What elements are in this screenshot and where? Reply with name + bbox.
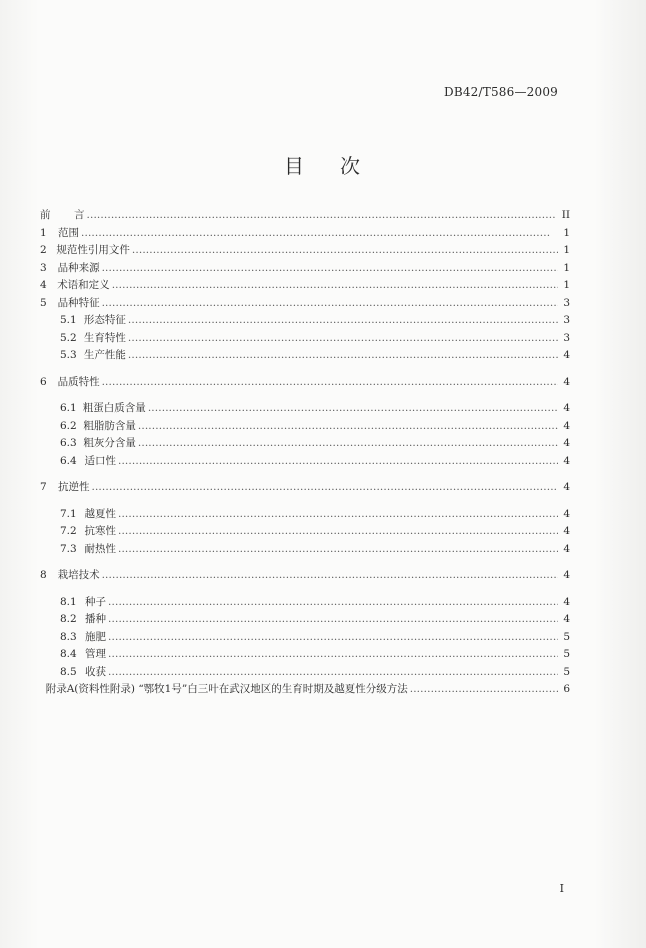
dot-leader (87, 207, 559, 225)
dot-leader (410, 681, 558, 699)
toc-entry-page: 1 (563, 261, 570, 274)
toc-entry-page: 4 (563, 525, 570, 537)
toc-entry-number: 8 (40, 569, 47, 581)
toc-entry-page: 4 (563, 507, 570, 520)
toc-entry-number: 5.1 (60, 314, 77, 326)
toc-entry-page: 1 (563, 279, 570, 291)
toc-entry-label: 栽培技术 (57, 569, 100, 581)
toc-entry-number: 4 (40, 279, 47, 291)
toc-entry-number: 7.2 (60, 525, 77, 537)
toc-title (0, 150, 646, 179)
toc-entry-page: 4 (563, 437, 570, 449)
toc-entry-page: 4 (563, 349, 570, 361)
toc-entry-label: 言 (74, 209, 85, 221)
toc-entry-number: 7.3 (60, 542, 77, 555)
toc-entry-label: 生产性能 (83, 349, 126, 361)
toc-entry[interactable] (40, 541, 570, 559)
toc-entry[interactable] (40, 260, 570, 278)
toc-entry-page: 4 (563, 481, 570, 493)
toc-entry-number: 8.3 (60, 630, 77, 643)
dot-leader (102, 567, 558, 585)
toc-entry-label: 管理 (85, 648, 107, 660)
toc-entry-page: 6 (563, 683, 570, 695)
toc-entry[interactable] (40, 400, 570, 418)
toc-entry[interactable] (40, 277, 570, 295)
toc-entry-number: 2 (40, 244, 47, 256)
toc-entry-number: 5.2 (60, 331, 77, 344)
dot-leader (108, 664, 558, 682)
toc-entry-label: 品种来源 (57, 261, 100, 274)
toc-entry-page: 5 (563, 648, 570, 660)
toc-entry[interactable] (40, 629, 570, 647)
toc-entry[interactable] (40, 646, 570, 664)
toc-entry-page: 5 (563, 630, 570, 643)
toc-entry-label: 播种 (85, 613, 107, 625)
toc-entry[interactable] (40, 207, 570, 225)
toc-entry[interactable] (40, 567, 570, 585)
toc-entry[interactable] (40, 347, 570, 365)
dot-leader (91, 479, 558, 497)
toc-entry[interactable] (40, 435, 570, 453)
dot-leader (102, 374, 558, 392)
toc-entry-label: 粗灰分含量 (83, 437, 136, 449)
toc-entry[interactable] (40, 242, 570, 260)
toc-entry-page: 3 (563, 331, 570, 344)
toc-entry-number: 5.3 (60, 349, 77, 361)
toc-entry[interactable] (40, 664, 570, 682)
toc-entry[interactable] (40, 479, 570, 497)
toc-entry-label: 收获 (85, 665, 107, 678)
toc-entry-number: 8.1 (60, 595, 77, 608)
toc-entry-label: 规范性引用文件 (56, 244, 130, 256)
toc-entry[interactable] (40, 681, 570, 699)
toc-entry[interactable] (40, 611, 570, 629)
toc-entry-label: 种子 (85, 595, 107, 608)
toc-entry-number: 1 (40, 226, 47, 239)
toc-entry-page: 4 (563, 375, 570, 388)
toc-entry[interactable] (40, 453, 570, 471)
dot-leader (128, 312, 558, 330)
toc-entry-number: 8.5 (60, 665, 77, 678)
dot-leader (148, 400, 558, 418)
toc-entry[interactable] (40, 374, 570, 392)
toc-entry-label: 耐热性 (84, 542, 116, 555)
toc-entry-label: 施肥 (85, 630, 107, 643)
toc-entry[interactable] (40, 312, 570, 330)
toc-entry-number: 3 (40, 261, 47, 274)
page-number: I (559, 882, 564, 895)
dot-leader (108, 629, 558, 647)
toc-entry-label: 术语和定义 (57, 279, 110, 291)
dot-leader (132, 242, 558, 260)
dot-leader (138, 435, 558, 453)
toc-entry-page: 4 (563, 402, 570, 414)
toc-entry-page: 4 (563, 454, 570, 467)
toc-entry-label: 生育特性 (83, 331, 126, 344)
dot-leader (108, 594, 558, 612)
toc-entry-number: 6.2 (60, 419, 77, 432)
toc-entry-number: 前 (40, 209, 51, 221)
toc-entry[interactable] (40, 506, 570, 524)
table-of-contents (40, 207, 570, 699)
toc-entry[interactable] (40, 418, 570, 436)
toc-entry-label: 粗蛋白质含量 (82, 402, 146, 414)
toc-entry-page: 3 (563, 314, 570, 326)
dot-leader (118, 453, 558, 471)
toc-entry-page: 5 (563, 665, 570, 678)
toc-title-char-2: 次 (340, 154, 362, 178)
dot-leader (128, 347, 558, 365)
document-code: DB42/T586—2009 (444, 85, 558, 99)
dot-leader (138, 418, 558, 436)
dot-leader (128, 330, 558, 348)
toc-entry-number: 8.2 (60, 613, 77, 625)
dot-leader (108, 611, 558, 629)
toc-entry-label: 品质特性 (57, 375, 100, 388)
toc-entry-number: 6.1 (60, 402, 77, 414)
toc-entry-label: 适口性 (84, 454, 116, 467)
dot-leader (118, 506, 558, 524)
toc-entry-label: 形态特征 (83, 314, 126, 326)
toc-entry-page: 4 (563, 613, 570, 625)
toc-entry-label: 越夏性 (84, 507, 116, 520)
toc-entry-number: 8.4 (60, 648, 77, 660)
toc-entry-label: 抗寒性 (84, 525, 116, 537)
toc-entry-label: 抗逆性 (57, 481, 90, 493)
toc-entry[interactable] (40, 594, 570, 612)
toc-entry-label: 品种特征 (57, 296, 100, 309)
dot-leader (102, 260, 558, 278)
toc-entry-page: 4 (563, 569, 570, 581)
toc-entry-number: 7.1 (60, 507, 77, 520)
toc-entry-number: 7 (40, 481, 47, 493)
toc-entry-page: 1 (563, 244, 570, 256)
dot-leader (102, 295, 558, 313)
toc-entry-label: 范围 (58, 226, 79, 239)
toc-entry-label: 粗脂肪含量 (83, 419, 136, 432)
toc-entry-page: II (561, 209, 570, 221)
toc-entry[interactable] (40, 523, 570, 541)
dot-leader (112, 277, 558, 295)
toc-entry-page: 1 (563, 226, 570, 239)
dot-leader (118, 523, 558, 541)
toc-entry-page: 3 (563, 296, 570, 309)
dot-leader (108, 646, 558, 664)
toc-entry-number: 6.3 (60, 437, 77, 449)
toc-entry-number: 5 (40, 296, 47, 309)
toc-entry-page: 4 (563, 542, 570, 555)
toc-title-char-1: 目 (284, 154, 306, 178)
toc-entry[interactable] (40, 225, 570, 243)
toc-entry[interactable] (40, 295, 570, 313)
toc-entry-label: 附录A(资料性附录) “鄂牧1号”白三叶在武汉地区的生育时期及越夏性分级方法 (45, 683, 408, 695)
toc-entry[interactable] (40, 330, 570, 348)
dot-leader (118, 541, 558, 559)
toc-entry-page: 4 (563, 419, 570, 432)
dot-leader (81, 225, 558, 243)
toc-entry-page: 4 (563, 595, 570, 608)
toc-entry-number: 6.4 (60, 454, 77, 467)
toc-entry-number: 6 (40, 375, 47, 388)
